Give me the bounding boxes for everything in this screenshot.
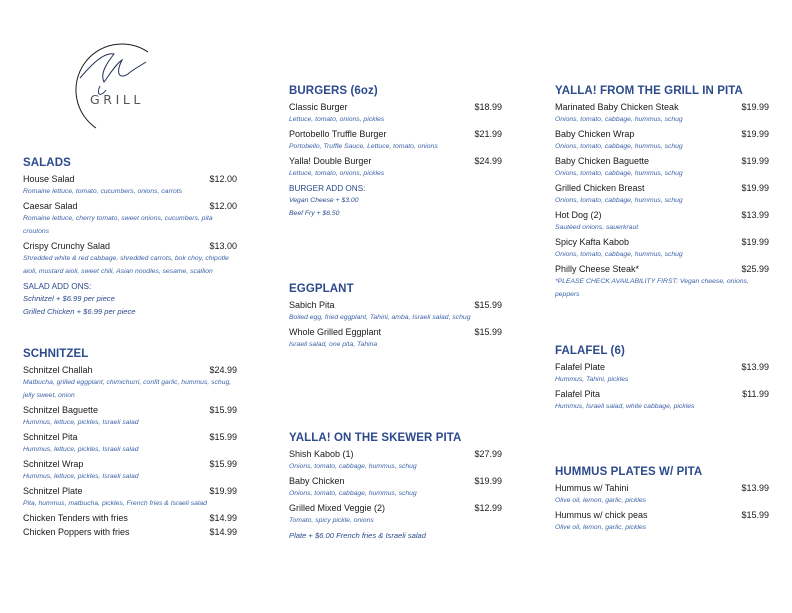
item-description: Matbucha, grilled eggplant, chimichurri, confit garlic, hummus, schug, jelly sweet, onion <box>23 379 232 399</box>
menu-item <box>555 129 769 140</box>
item-description: Tomato, spicy pickle, onions <box>289 517 374 524</box>
menu-item <box>23 486 237 497</box>
salad-addons-heading: SALAD ADD ONS: <box>23 282 92 291</box>
item-name: Hummus w/ chick peas <box>555 510 648 520</box>
item-price: $13.99 <box>741 483 769 493</box>
falafel-section <box>555 344 769 413</box>
item-name: Baby Chicken <box>289 476 345 486</box>
item-price: $21.99 <box>474 129 502 139</box>
menu-item <box>289 102 502 113</box>
item-name: Schnitzel Baguette <box>23 405 99 415</box>
item-price: $24.99 <box>474 156 502 166</box>
item-price: $25.99 <box>741 264 769 274</box>
salads-section <box>23 156 237 318</box>
item-name: Chicken Tenders with fries <box>23 513 128 523</box>
menu-item <box>555 102 769 113</box>
menu-item <box>289 129 502 140</box>
menu-item <box>289 449 502 460</box>
menu-item <box>555 362 769 373</box>
item-price: $18.99 <box>474 102 502 112</box>
item-price: $15.99 <box>209 459 237 469</box>
item-price: $11.99 <box>742 389 769 399</box>
menu-item <box>289 156 502 167</box>
item-price: $19.99 <box>741 237 769 247</box>
burger-addons-heading: BURGER ADD ONS: <box>289 184 366 193</box>
menu-item <box>555 210 769 221</box>
item-name: Whole Grilled Eggplant <box>289 327 382 337</box>
item-name: Chicken Poppers with fries <box>23 527 130 537</box>
item-price: $12.00 <box>209 174 237 184</box>
menu-item <box>23 432 237 443</box>
burgers-heading: BURGERS (6oz) <box>289 85 378 97</box>
item-price: $15.99 <box>209 405 237 415</box>
item-name: Grilled Mixed Veggie (2) <box>289 503 386 513</box>
item-name: Shish Kabob (1) <box>289 449 354 459</box>
item-price: $13.99 <box>741 362 769 372</box>
eggplant-section <box>289 282 502 351</box>
item-description: Onions, tomato, cabbage, hummus, schug <box>289 490 417 497</box>
item-description: Lettuce, tomato, onions, pickles <box>289 116 385 123</box>
item-price: $19.99 <box>741 156 769 166</box>
item-description: Onions, tomato, cabbage, hummus, schug <box>555 116 683 123</box>
item-name: Grilled Chicken Breast <box>555 183 645 193</box>
burgers-section <box>289 84 502 220</box>
item-description: Portobello, Truffle Sauce, Lettuce, tomato, onions <box>289 143 438 150</box>
menu-item <box>555 510 769 521</box>
addon-item: Schnitzel + $6.99 per piece <box>23 294 115 303</box>
item-name: Schnitzel Challah <box>23 365 93 375</box>
menu-item <box>555 389 769 400</box>
item-name: Schnitzel Wrap <box>23 459 84 469</box>
item-description: Onions, tomato, cabbage, hummus, schug <box>555 197 683 204</box>
addon-item: Plate + $6.00 French fries & Israeli salad <box>289 531 426 540</box>
item-description: Lettuce, tomato, onions, pickles <box>289 170 385 177</box>
item-name: Crispy Crunchy Salad <box>23 241 111 251</box>
item-price: $13.00 <box>209 241 237 251</box>
menu-item <box>555 183 769 194</box>
menu-item <box>289 503 502 514</box>
item-name: Caesar Salad <box>23 201 78 211</box>
item-description: Onions, tomato, cabbage, hummus, schug <box>555 251 683 258</box>
item-description: Romaine lettuce, tomato, cucumbers, onions, carrots <box>23 188 183 195</box>
salads-heading: SALADS <box>23 157 71 169</box>
item-price: $19.99 <box>741 129 769 139</box>
item-description: Romaine lettuce, cherry tomato, sweet onions, cucumbers, pita croutons <box>23 215 213 235</box>
item-description: Hummus, lettuce, pickles, Israeli salad <box>23 473 139 480</box>
item-name: Hummus w/ Tahini <box>555 483 629 493</box>
menu-item <box>23 201 237 212</box>
menu-item <box>23 174 237 185</box>
schnitzel-heading: SCHNITZEL <box>23 348 89 360</box>
item-description: Onions, tomato, cabbage, hummus, schug <box>555 143 683 150</box>
item-name: Falafel Plate <box>555 362 606 372</box>
hummus-section <box>555 465 769 534</box>
hummus-heading: HUMMUS PLATES W/ PITA <box>555 466 703 478</box>
eggplant-heading: EGGPLANT <box>289 283 354 295</box>
addon-item: Grilled Chicken + $6.99 per piece <box>23 307 136 316</box>
item-name: Spicy Kafta Kabob <box>555 237 630 247</box>
item-name: Baby Chicken Wrap <box>555 129 635 139</box>
item-description: Olive oil, lemon, garlic, pickles <box>555 524 647 531</box>
item-description: Pita, hummus, matbucha, pickles, French fries & Israeli salad <box>23 500 207 507</box>
item-price: $15.99 <box>474 300 502 310</box>
item-name: Philly Cheese Steak* <box>555 264 640 274</box>
item-description: Olive oil, lemon, garlic, pickles <box>555 497 647 504</box>
item-description: Hummus, lettuce, pickles, Israeli salad <box>23 446 139 453</box>
menu-item <box>23 241 237 252</box>
item-price: $12.00 <box>209 201 237 211</box>
item-price: $14.99 <box>209 513 237 523</box>
menu-item <box>23 459 237 470</box>
item-price: $12.99 <box>474 503 502 513</box>
item-price: $15.99 <box>474 327 502 337</box>
item-description: Onions, tomato, cabbage, hummus, schug <box>555 170 683 177</box>
item-price: $27.99 <box>474 449 502 459</box>
falafel-heading: FALAFEL (6) <box>555 345 625 357</box>
menu-item <box>555 156 769 167</box>
addon-item: Vegan Cheese + $3.00 <box>289 197 359 204</box>
menu-item <box>23 513 237 524</box>
yalla-grill-logo <box>70 38 170 134</box>
item-name: Marinated Baby Chicken Steak <box>555 102 679 112</box>
menu-item <box>289 476 502 487</box>
item-description: Israeli salad, one pita, Tahina <box>289 341 378 348</box>
menu-item <box>555 237 769 248</box>
item-name: Classic Burger <box>289 102 348 112</box>
item-name: Falafel Pita <box>555 389 601 399</box>
item-description: Sautéed onions, sauerkraut <box>555 224 639 231</box>
logo-word: GRILL <box>90 92 144 107</box>
item-name: Schnitzel Pita <box>23 432 78 442</box>
item-price: $19.99 <box>741 102 769 112</box>
skewer-section <box>289 431 502 542</box>
item-description: Shredded white & red cabbage, shredded carrots, bok choy, chipotle aioli, mustard aioli, sweet chili, Asian noodles, sesame, scallion <box>23 255 229 275</box>
menu-item <box>23 365 237 376</box>
item-description: Hummus, Israeli salad, white cabbage, pickles <box>555 403 695 410</box>
item-price: $15.99 <box>741 510 769 520</box>
menu-item <box>555 264 769 275</box>
item-price: $24.99 <box>209 365 237 375</box>
item-name: Hot Dog (2) <box>555 210 602 220</box>
schnitzel-section <box>23 347 237 538</box>
item-description: *PLEASE CHECK AVAILABILITY FIRST: Vegan cheese, onions, peppers <box>555 278 749 298</box>
item-price: $19.99 <box>474 476 502 486</box>
item-name: Sabich Pita <box>289 300 335 310</box>
addon-item: Beef Fry + $6.50 <box>289 210 340 217</box>
skewer-heading: YALLA! ON THE SKEWER PITA <box>289 432 462 444</box>
item-name: House Salad <box>23 174 75 184</box>
item-description: Boiled egg, fried eggplant, Tahini, amba, Israeli salad, schug <box>289 314 471 321</box>
item-price: $19.99 <box>209 486 237 496</box>
menu-item <box>289 327 502 338</box>
item-price: $13.99 <box>741 210 769 220</box>
grill-heading: YALLA! FROM THE GRILL IN PITA <box>555 85 743 97</box>
item-price: $14.99 <box>209 527 237 537</box>
menu-item <box>289 300 502 311</box>
item-name: Schnitzel Plate <box>23 486 83 496</box>
item-name: Yalla! Double Burger <box>289 156 372 166</box>
menu-item <box>555 483 769 494</box>
item-description: Hummus, Tahini, pickles <box>555 376 629 383</box>
menu-item <box>23 405 237 416</box>
item-price: $15.99 <box>209 432 237 442</box>
item-price: $19.99 <box>741 183 769 193</box>
grill-section <box>555 84 769 301</box>
item-name: Baby Chicken Baguette <box>555 156 650 166</box>
menu-item <box>23 527 237 538</box>
item-description: Onions, tomato, cabbage, hummus, schug <box>289 463 417 470</box>
item-description: Hummus, lettuce, pickles, Israeli salad <box>23 419 139 426</box>
item-name: Portobello Truffle Burger <box>289 129 387 139</box>
